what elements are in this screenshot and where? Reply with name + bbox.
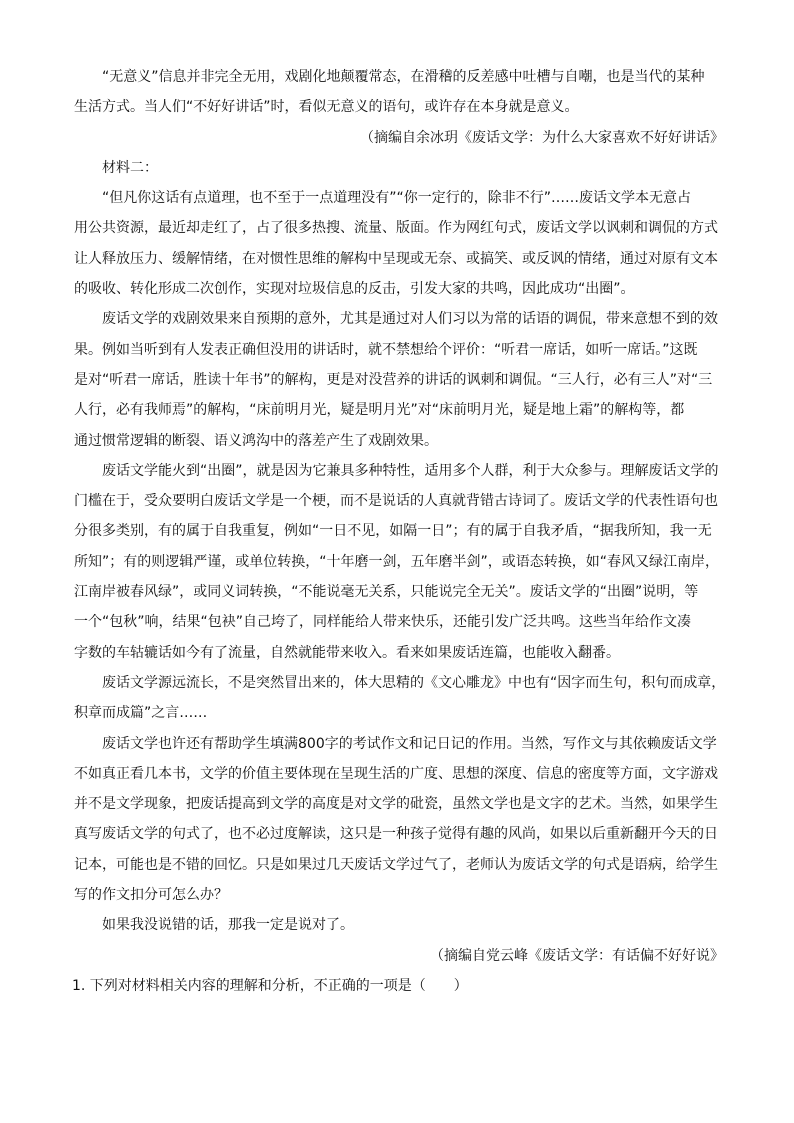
text-line: 废话文学源远流长，不是突然冒出来的，体大思精的《文心雕龙》中也有“因字而生句，积句而成章， bbox=[102, 674, 726, 691]
text-line: 的吸收、转化形成二次创作，实现对垃圾信息的反击，引发大家的共鸣，因此成功“出圈”。 bbox=[74, 281, 635, 298]
document-body bbox=[74, 62, 724, 1001]
text-line: 记本，可能也是不错的回忆。只是如果过几天废话文学过气了，老师认为废话文学的句式是语病，给学生 bbox=[74, 856, 718, 873]
paragraph bbox=[74, 304, 724, 455]
text-line: “无意义”信息并非完全无用，戏剧化地颠覆常态，在滑稽的反差感中吐槽与自嘲，也是当代的某种 bbox=[102, 69, 705, 85]
paragraph bbox=[74, 456, 724, 668]
text-line: 并不是文学现象，把废话提高到文学的高度是对文学的砒瓷，虽然文学也是文字的艺术。当然，如果学生 bbox=[74, 796, 718, 813]
source-citation-1: （摘编自余冰玥《废话文学：为什么大家喜欢不好好讲话》 bbox=[360, 129, 724, 146]
paragraph bbox=[74, 183, 724, 304]
text-line: 积章而成篇”之言…… bbox=[74, 705, 208, 722]
text-line: 所知”；有的则逻辑严谨，或单位转换，“十年磨一剑，五年磨半剑”，或语态转换，如“春风又绿江南岸， bbox=[74, 553, 720, 570]
source-citation-2: （摘编自党云峰《废话文学：有话偏不好好说》 bbox=[430, 947, 724, 964]
paragraph bbox=[74, 729, 724, 911]
text-line: 废话文学的戏剧效果来自预期的意外，尤其是通过对人们习以为常的话语的调侃，带来意想不到的效 bbox=[102, 311, 718, 328]
text-line: 果。例如当听到有人发表正确但没用的讲话时，就不禁想给个评价：“听君一席话，如听一席话。”这既 bbox=[74, 341, 698, 358]
text-line: 一个“包秋”响，结果“包袂”自己垮了，同样能给人带来快乐，还能引发广泛共鸣。这些当年给作文凑 bbox=[74, 614, 692, 631]
text-line: 让人释放压力、缓解情绪，在对惯性思维的解构中呈现或无奈、或搞笑、或反讽的情绪，通过对原有文本 bbox=[74, 250, 718, 267]
text-line: 人行，必有我师焉”的解构，“床前明月光，疑是明月光”对“床前明月光，疑是地上霜”的解构等，都 bbox=[74, 402, 685, 419]
text-line: 用公共资源，最近却走红了，占了很多热搜、流量、版面。作为网红句式，废话文学以讽刺和调侃的方式 bbox=[74, 220, 718, 237]
question-1: 1. 下列对材料相关内容的理解和分析，不正确的一项是（ ） bbox=[72, 977, 468, 994]
paragraph bbox=[74, 910, 724, 940]
text-line: “但凡你这话有点道理，也不至于一点道理没有”“你一定行的，除非不行”……废话文学本无意占 bbox=[102, 190, 692, 207]
section-label: 材料二： bbox=[102, 159, 158, 176]
text-line: 是对“听君一席话，胜读十年书”的解构，更是对没营养的讲话的讽刺和调侃。“三人行，必有三人”对“三 bbox=[74, 371, 713, 388]
material2-label bbox=[74, 153, 724, 183]
text-line: 字数的车轱辘话如今有了流量，自然就能带来收入。看来如果废话连篇，也能收入翻番。 bbox=[74, 644, 620, 661]
text-line: 通过惯常逻辑的断裂、语义鸿沟中的落差产生了戏剧效果。 bbox=[74, 432, 438, 449]
paragraph bbox=[74, 668, 724, 729]
text-line: 废话文学也许还有帮助学生填满800字的考试作文和记日记的作用。当然，写作文与其依赖废话文学 bbox=[102, 735, 717, 752]
text-line: 真写废话文学的句式了，也不必过度解读，这只是一种孩子觉得有趣的风尚，如果以后重新翻开今天的日 bbox=[74, 826, 718, 843]
text-line: 生活方式。当人们“不好好讲话”时，看似无意义的语句，或许存在本身就是意义。 bbox=[74, 99, 579, 116]
text-line: 门槛在于，受众要明白废话文学是一个梗，而不是说话的人真就背错古诗词了。废话文学的代表性语句也 bbox=[74, 493, 718, 510]
text-line: 不如真正看几本书，文学的价值主要体现在呈现生活的广度、思想的深度、信息的密度等方面，文字游戏 bbox=[74, 765, 718, 782]
text-line: 分很多类别，有的属于自我重复，例如“一日不见，如隔一日”；有的属于自我矛盾，“据我所知，我一无 bbox=[74, 523, 712, 540]
text-line: 如果我没说错的话，那我一定是说对了。 bbox=[102, 917, 354, 934]
text-line: 写的作文扣分可怎么办？ bbox=[74, 887, 228, 904]
paragraph-material1-end bbox=[74, 62, 724, 123]
text-line: 江南岸被春风绿”，或同义词转换，“不能说毫无关系，只能说完全无关”。废话文学的“出圈”说明，等 bbox=[74, 584, 699, 601]
text-line: 废话文学能火到“出圈”，就是因为它兼具多种特性，适用多个人群，利于大众参与。理解废话文学的 bbox=[102, 462, 719, 479]
